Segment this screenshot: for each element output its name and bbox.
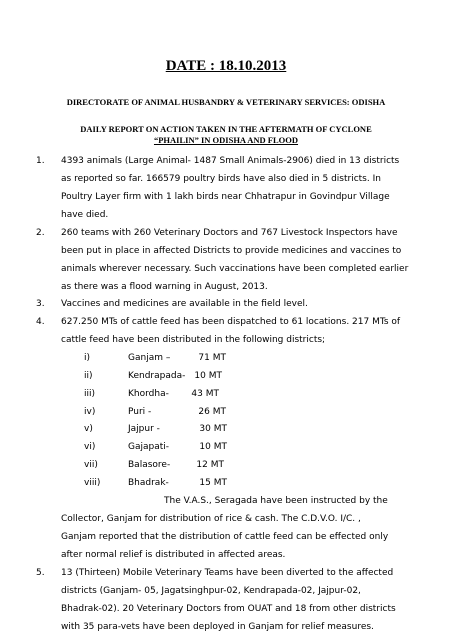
district-qty: 43 MT <box>191 389 219 399</box>
district-roman: i) <box>84 353 91 363</box>
item-2-line: as there was a flood warning in August, 2013. <box>61 282 268 292</box>
district-roman: vi) <box>84 442 96 452</box>
item-4-number: 4. <box>36 317 45 327</box>
report-title-line-2 <box>0 135 452 146</box>
district-roman: iv) <box>84 407 96 417</box>
district-qty: 26 MT <box>198 407 226 417</box>
item-4-continuation-line: Collector, Ganjam for distribution of rice & cash. The C.D.V.O. I/C. , <box>61 514 361 524</box>
district-qty: 30 MT <box>199 424 227 434</box>
item-2-line: 260 teams with 260 Veterinary Doctors and 767 Livestock Inspectors have <box>61 228 398 238</box>
district-roman: viii) <box>84 478 101 488</box>
item-5-line: 13 (Thirteen) Mobile Veterinary Teams have been diverted to the affected <box>61 568 394 578</box>
district-qty: 10 MT <box>194 371 222 381</box>
item-1-line: Poultry Layer firm with 1 lakh birds near Chhatrapur in Govindpur Village <box>61 192 390 202</box>
district-name: Puri - <box>128 407 152 417</box>
district-name: Bhadrak- <box>128 478 169 488</box>
item-2-line: been put in place in affected Districts to provide medicines and vaccines to <box>61 246 402 256</box>
item-4-line: 627.250 MTs of cattle feed has been dispatched to 61 locations. 217 MTs of <box>61 317 401 327</box>
directorate-heading: DIRECTORATE OF ANIMAL HUSBANDRY & VETERINARY SERVICES: ODISHA <box>66 97 386 107</box>
item-4-continuation-line: after normal relief is distributed in affected areas. <box>61 550 286 560</box>
district-name: Jajpur - <box>128 424 160 434</box>
report-title-line-2-text: “PHAILIN” IN ODISHA AND FLOOD <box>153 135 299 145</box>
item-5-line: Bhadrak-02). 20 Veterinary Doctors from OUAT and 18 from other districts <box>61 604 396 614</box>
item-1-line: as reported so far. 166579 poultry birds have also died in 5 districts. In <box>61 174 381 184</box>
district-qty: 71 MT <box>198 353 226 363</box>
item-2-number: 2. <box>36 228 45 238</box>
district-roman: iii) <box>84 389 96 399</box>
district-name: Gajapati- <box>128 442 170 452</box>
item-5-line: with 35 para-vets have been deployed in Ganjam for relief measures. <box>61 622 374 632</box>
district-roman: vii) <box>84 460 98 470</box>
item-2-line: animals wherever necessary. Such vaccinations have been completed earlier <box>61 264 409 274</box>
district-roman: ii) <box>84 371 93 381</box>
report-date <box>0 58 452 75</box>
item-1-number: 1. <box>36 156 45 166</box>
item-3-number: 3. <box>36 299 45 309</box>
item-5-number: 5. <box>36 568 45 578</box>
report-date-text: DATE : 18.10.2013 <box>165 58 287 74</box>
item-3-line: Vaccines and medicines are available in the field level. <box>61 299 308 309</box>
district-name: Khordha- <box>128 389 169 399</box>
district-name: Balasore- <box>128 460 171 470</box>
item-5-line: districts (Ganjam- 05, Jagatsinghpur-02, Kendrapada-02, Jajpur-02, <box>61 586 361 596</box>
district-qty: 15 MT <box>199 478 227 488</box>
item-4-line: cattle feed have been distributed in the following districts; <box>61 335 326 345</box>
report-title-line-1: DAILY REPORT ON ACTION TAKEN IN THE AFTERMATH OF CYCLONE <box>80 124 372 134</box>
item-1-line: have died. <box>61 210 109 220</box>
district-name: Ganjam – <box>128 353 171 363</box>
item-4-continuation-line: Ganjam reported that the distribution of cattle feed can be effected only <box>61 532 389 542</box>
district-name: Kendrapada- <box>128 371 186 381</box>
district-qty: 10 MT <box>199 442 227 452</box>
district-qty: 12 MT <box>196 460 224 470</box>
district-roman: v) <box>84 424 93 434</box>
item-1-line: 4393 animals (Large Animal- 1487 Small Animals-2906) died in 13 districts <box>61 156 400 166</box>
item-4-continuation-line: The V.A.S., Seragada have been instructed by the <box>164 496 388 506</box>
